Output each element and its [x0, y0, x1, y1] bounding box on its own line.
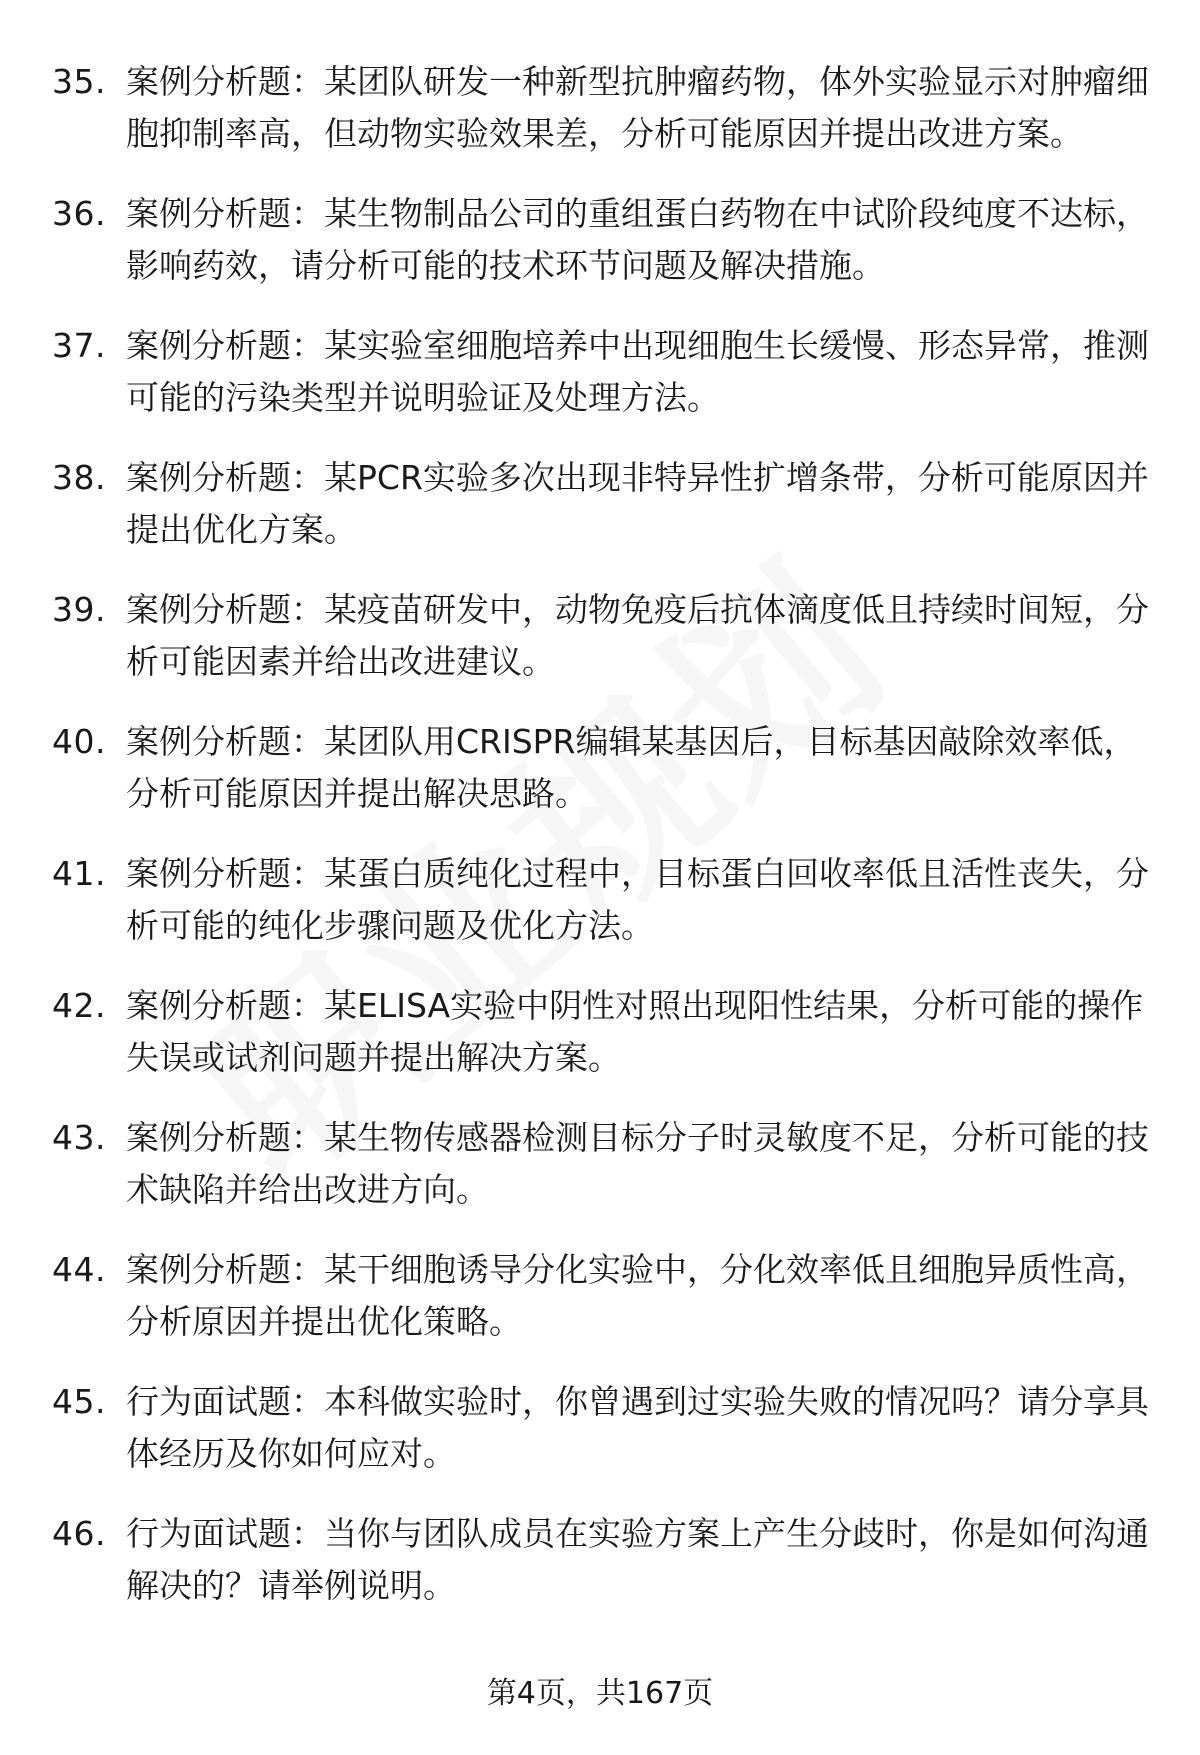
- question-item: [0, 716, 1200, 848]
- question-number: 37.: [52, 326, 106, 365]
- question-number: 45.: [52, 1382, 106, 1421]
- question-item: [0, 584, 1200, 716]
- question-number: 43.: [52, 1118, 106, 1157]
- question-text: 行为面试题：本科做实验时，你曾遇到过实验失败的情况吗？请分享具体经历及你如何应对。: [126, 1382, 1149, 1473]
- question-item: [0, 1112, 1200, 1244]
- question-item: [0, 188, 1200, 320]
- question-item: [0, 452, 1200, 584]
- page-number-label: 第4页，共167页: [486, 1676, 714, 1711]
- question-item: [0, 848, 1200, 980]
- question-number: 46.: [52, 1514, 106, 1553]
- question-number: 44.: [52, 1250, 106, 1289]
- question-number: 35.: [52, 62, 106, 101]
- question-item: [0, 1508, 1200, 1640]
- page-footer: [0, 1674, 1200, 1714]
- question-item: [0, 320, 1200, 452]
- question-text: 案例分析题：某干细胞诱导分化实验中，分化效率低且细胞异质性高，分析原因并提出优化策略。: [126, 1250, 1149, 1341]
- question-number: 41.: [52, 854, 106, 893]
- question-number: 39.: [52, 590, 106, 629]
- question-number: 38.: [52, 458, 106, 497]
- question-text: 行为面试题：当你与团队成员在实验方案上产生分歧时，你是如何沟通解决的？请举例说明。: [126, 1514, 1149, 1605]
- question-text: 案例分析题：某实验室细胞培养中出现细胞生长缓慢、形态异常，推测可能的污染类型并说明验证及处理方法。: [126, 326, 1149, 417]
- question-list: [0, 56, 1200, 1640]
- question-text: 案例分析题：某蛋白质纯化过程中，目标蛋白回收率低且活性丧失，分析可能的纯化步骤问题及优化方法。: [126, 854, 1149, 945]
- question-text: 案例分析题：某疫苗研发中，动物免疫后抗体滴度低且持续时间短，分析可能因素并给出改进建议。: [126, 590, 1149, 681]
- question-text: 案例分析题：某ELISA实验中阴性对照出现阳性结果，分析可能的操作失误或试剂问题并提出解决方案。: [126, 986, 1144, 1077]
- question-number: 36.: [52, 194, 106, 233]
- question-item: [0, 1376, 1200, 1508]
- question-number: 42.: [52, 986, 106, 1025]
- question-text: 案例分析题：某团队用CRISPR编辑某基因后，目标基因敲除效率低，分析可能原因并提出解决思路。: [126, 722, 1137, 813]
- question-item: [0, 56, 1200, 188]
- question-item: [0, 1244, 1200, 1376]
- question-text: 案例分析题：某生物制品公司的重组蛋白药物在中试阶段纯度不达标，影响药效，请分析可能的技术环节问题及解决措施。: [126, 194, 1149, 285]
- question-text: 案例分析题：某团队研发一种新型抗肿瘤药物，体外实验显示对肿瘤细胞抑制率高，但动物实验效果差，分析可能原因并提出改进方案。: [126, 62, 1149, 153]
- question-text: 案例分析题：某PCR实验多次出现非特异性扩增条带，分析可能原因并提出优化方案。: [126, 458, 1149, 549]
- question-number: 40.: [52, 722, 106, 761]
- question-text: 案例分析题：某生物传感器检测目标分子时灵敏度不足，分析可能的技术缺陷并给出改进方向。: [126, 1118, 1149, 1209]
- question-item: [0, 980, 1200, 1112]
